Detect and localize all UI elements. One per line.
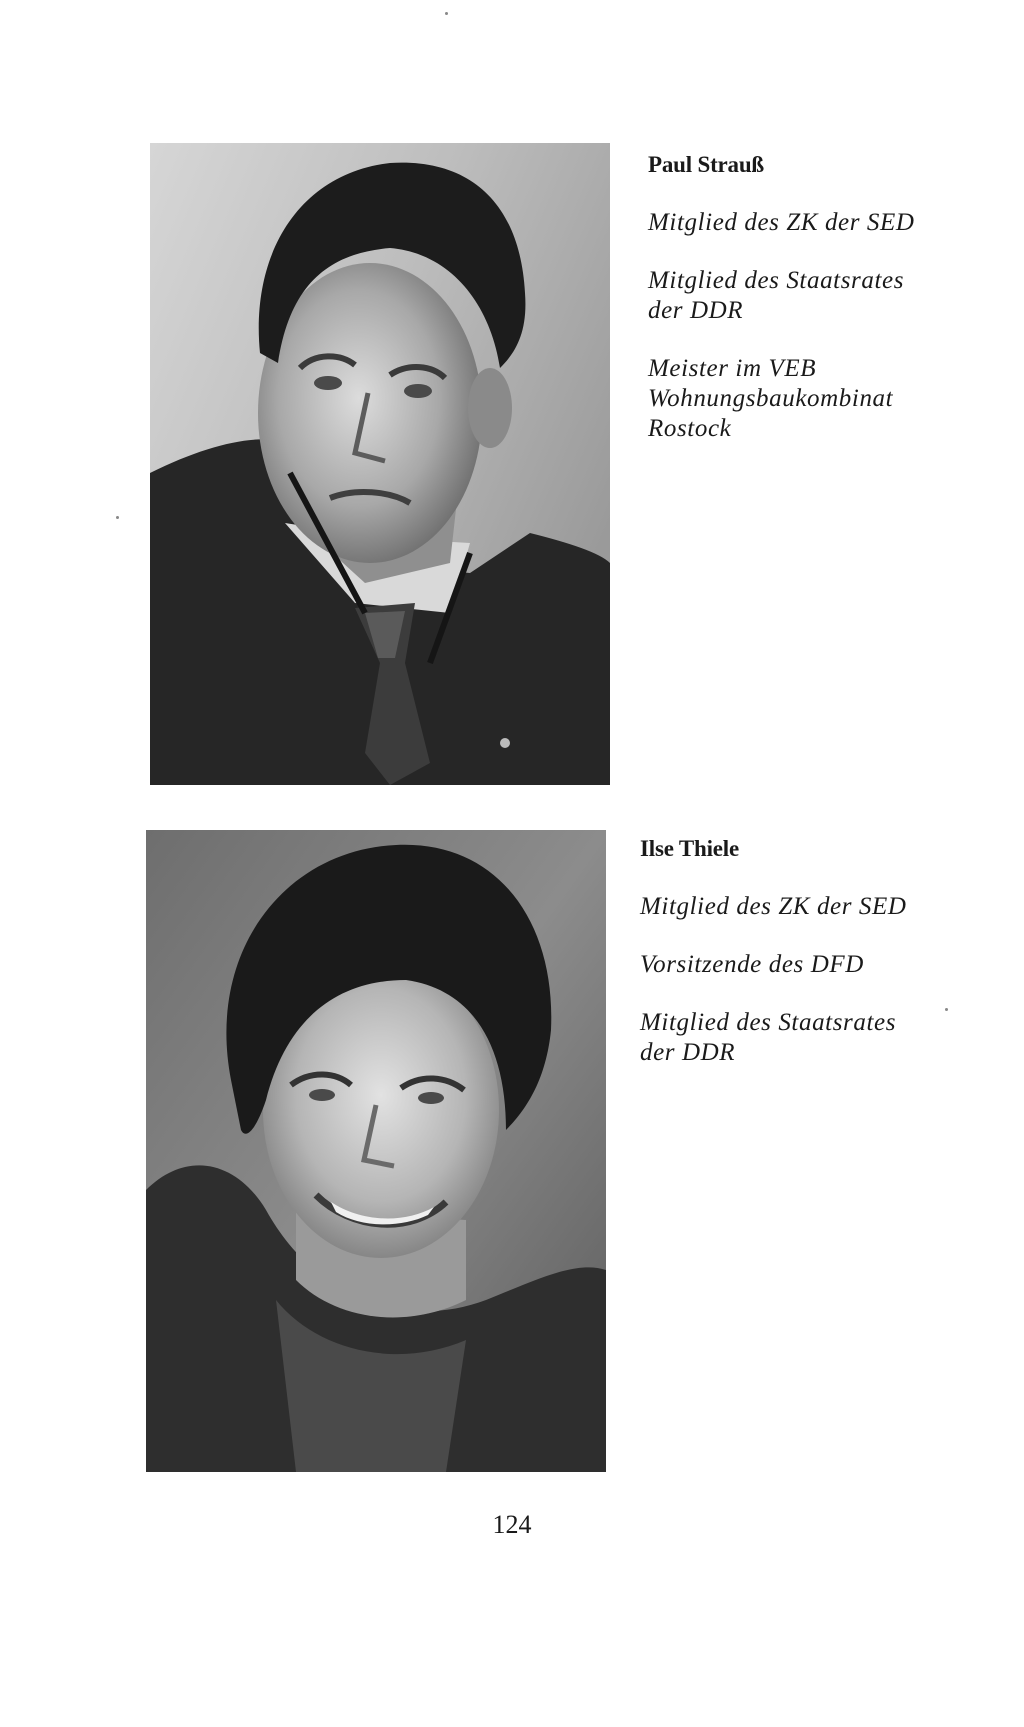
- print-speck: [116, 516, 119, 519]
- role-line: Mitglied des Staatsrates der DDR: [648, 267, 905, 324]
- page-number: 124: [492, 1510, 532, 1539]
- portrait-woman-image: [146, 830, 606, 1472]
- role-line: Meister im VEB Wohnungsbaukombinat Rostock: [648, 355, 894, 442]
- role-line: Mitglied des ZK der SED: [640, 893, 907, 920]
- entry-ilse-thiele: [640, 836, 1000, 1096]
- person-name: Ilse Thiele: [640, 836, 739, 861]
- role-line: Vorsitzende des DFD: [640, 951, 864, 978]
- portrait-photo-2: [146, 830, 606, 1472]
- portrait-man-image: [150, 143, 610, 785]
- portrait-photo-1: [150, 143, 610, 785]
- role-line: Mitglied des ZK der SED: [648, 209, 915, 236]
- person-name: Paul Strauß: [648, 152, 765, 177]
- entry-paul-strauss: [648, 152, 1008, 472]
- print-speck: [445, 12, 448, 15]
- role-line: Mitglied des Staatsrates der DDR: [640, 1009, 897, 1066]
